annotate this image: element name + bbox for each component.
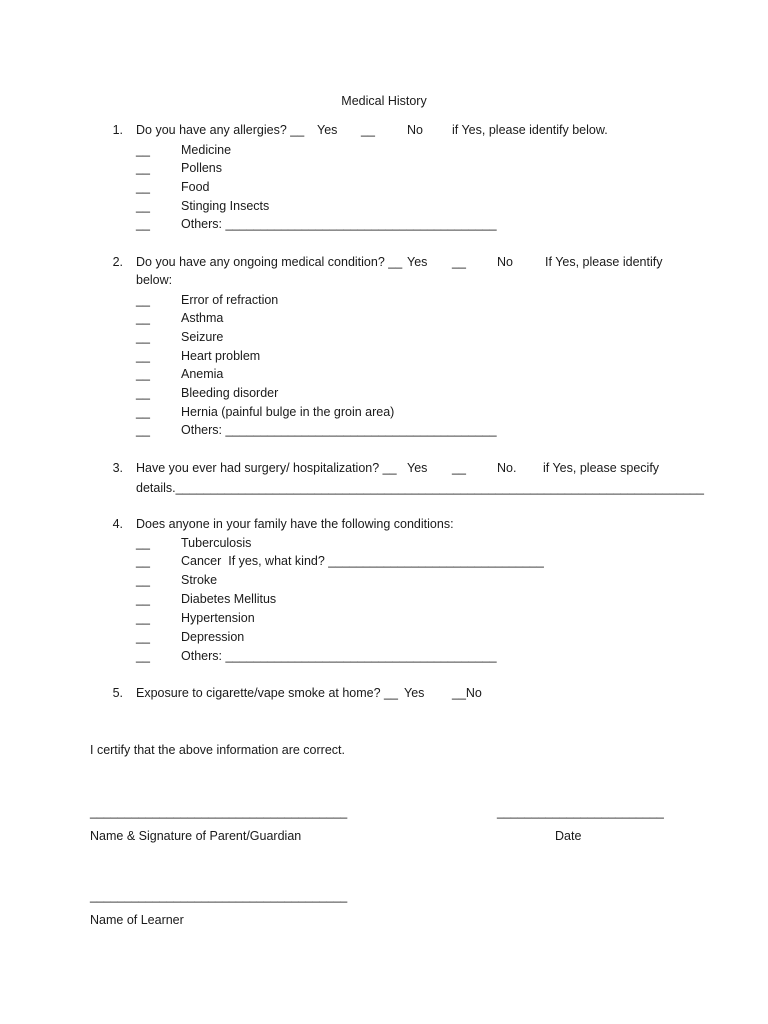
option-heart-problem: Heart problem <box>181 349 261 363</box>
no-blank: __ <box>361 123 375 137</box>
learner-name-line: _____________________________________ <box>90 889 348 903</box>
option-hernia: Hernia (painful bulge in the groin area) <box>181 405 395 419</box>
checkbox-blank: __ <box>136 592 150 606</box>
question-number: 3. <box>112 461 123 475</box>
question-text: Does anyone in your family have the following conditions: <box>136 517 454 531</box>
certification-statement: I certify that the above information are correct. <box>90 743 345 757</box>
date-line: ________________________ <box>497 805 664 819</box>
no-option: No <box>497 255 513 269</box>
checkbox-blank: __ <box>136 405 150 419</box>
no-option: No <box>407 123 423 137</box>
checkbox-blank: __ <box>136 386 150 400</box>
question-note: if Yes, please specify <box>543 461 660 475</box>
question-number: 4. <box>112 517 123 531</box>
checkbox-blank: __ <box>136 423 150 437</box>
no-blank: __ <box>452 461 466 475</box>
no-blank: __ <box>452 255 466 269</box>
option-seizure: Seizure <box>181 330 224 344</box>
signature-label: Name & Signature of Parent/Guardian <box>90 829 302 843</box>
checkbox-blank: __ <box>136 367 150 381</box>
date-label: Date <box>555 829 582 843</box>
option-pollens: Pollens <box>181 161 222 175</box>
checkbox-blank: __ <box>136 573 150 587</box>
no-option: No. <box>497 461 517 475</box>
option-bleeding-disorder: Bleeding disorder <box>181 386 279 400</box>
yes-option: Yes <box>404 686 425 700</box>
yes-option: Yes <box>317 123 338 137</box>
question-number: 1. <box>112 123 123 137</box>
checkbox-blank: __ <box>136 311 150 325</box>
option-others: Others: _______________________________________ <box>181 423 497 437</box>
question-note-continued: below: <box>136 273 173 287</box>
option-diabetes-mellitus: Diabetes Mellitus <box>181 592 277 606</box>
question-text: Exposure to cigarette/vape smoke at home? __ <box>136 686 398 700</box>
question-text: Do you have any allergies? __ <box>136 123 305 137</box>
checkbox-blank: __ <box>136 349 150 363</box>
option-asthma: Asthma <box>181 311 224 325</box>
question-number: 2. <box>112 255 123 269</box>
checkbox-blank: __ <box>136 611 150 625</box>
option-error-of-refraction: Error of refraction <box>181 293 279 307</box>
page-title: Medical History <box>341 94 427 108</box>
details-line: details.____________________________________________________________________________ <box>136 481 704 495</box>
option-anemia: Anemia <box>181 367 224 381</box>
checkbox-blank: __ <box>136 143 150 157</box>
question-number: 5. <box>112 686 123 700</box>
learner-name-label: Name of Learner <box>90 913 184 927</box>
option-cancer: Cancer If yes, what kind? _______________________________ <box>181 554 544 568</box>
no-option: __No <box>452 686 482 700</box>
checkbox-blank: __ <box>136 536 150 550</box>
option-medicine: Medicine <box>181 143 232 157</box>
checkbox-blank: __ <box>136 199 150 213</box>
signature-line: _____________________________________ <box>90 805 348 819</box>
option-food: Food <box>181 180 210 194</box>
checkbox-blank: __ <box>136 554 150 568</box>
question-text: Do you have any ongoing medical condition? __ <box>136 255 403 269</box>
checkbox-blank: __ <box>136 649 150 663</box>
option-others: Others: _______________________________________ <box>181 649 497 663</box>
checkbox-blank: __ <box>136 330 150 344</box>
option-depression: Depression <box>181 630 245 644</box>
checkbox-blank: __ <box>136 161 150 175</box>
question-note: if Yes, please identify below. <box>452 123 608 137</box>
checkbox-blank: __ <box>136 630 150 644</box>
option-stroke: Stroke <box>181 573 218 587</box>
yes-option: Yes <box>407 461 428 475</box>
option-tuberculosis: Tuberculosis <box>181 536 252 550</box>
yes-option: Yes <box>407 255 428 269</box>
option-stinging-insects: Stinging Insects <box>181 199 270 213</box>
checkbox-blank: __ <box>136 217 150 231</box>
option-hypertension: Hypertension <box>181 611 255 625</box>
question-note: If Yes, please identify <box>545 255 663 269</box>
checkbox-blank: __ <box>136 180 150 194</box>
option-others: Others: _______________________________________ <box>181 217 497 231</box>
checkbox-blank: __ <box>136 293 150 307</box>
question-text: Have you ever had surgery/ hospitalization? __ <box>136 461 397 475</box>
